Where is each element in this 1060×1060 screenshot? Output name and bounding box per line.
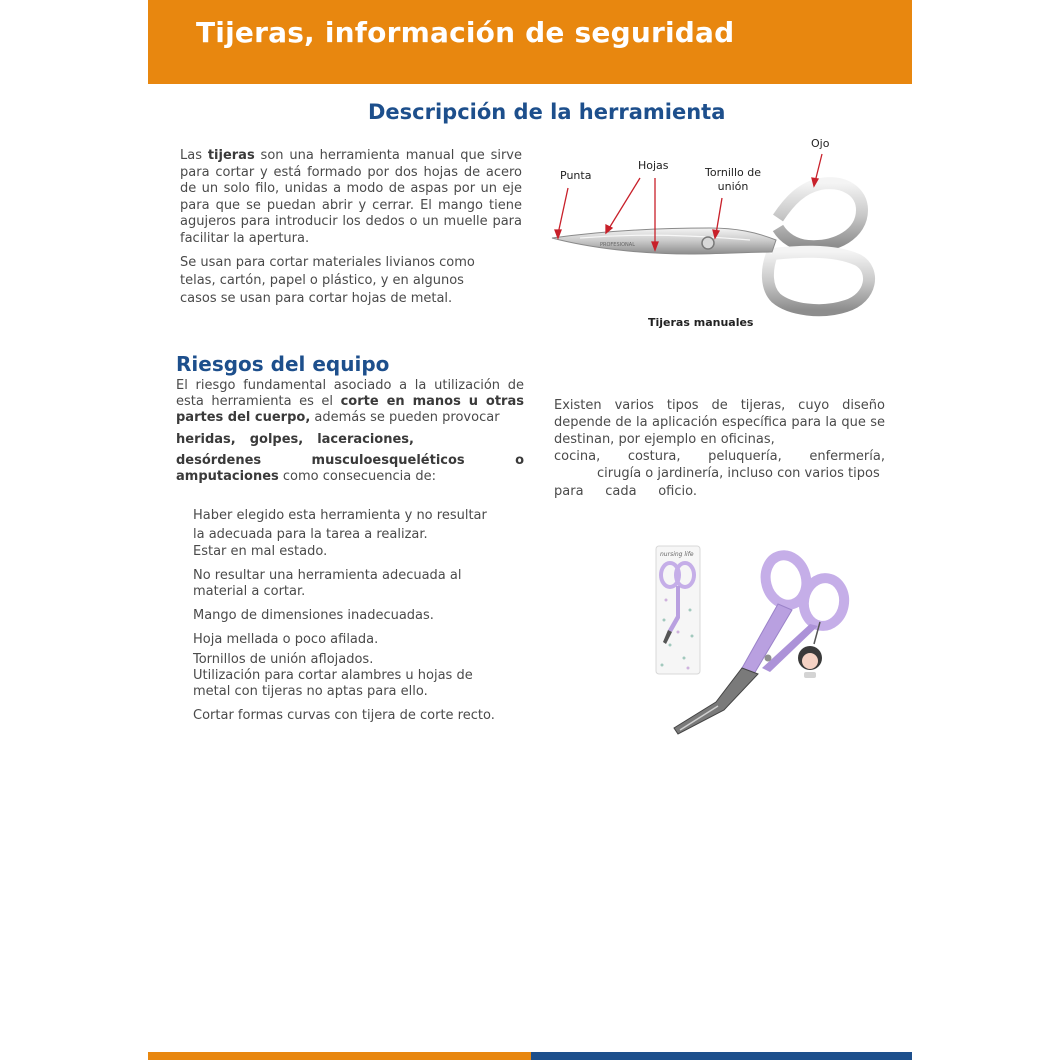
- footer-bar-orange: [148, 1052, 531, 1060]
- list-item: Tornillos de unión aflojados.: [193, 652, 374, 667]
- types-paragraph: [554, 397, 885, 500]
- bold-word: heridas,: [176, 432, 236, 447]
- pivot-screw: [702, 237, 714, 249]
- package-card: [656, 546, 700, 674]
- intro-text-post: son una herramienta manual que sirve para cortar y está formado por dos hojas de acero de un solo filo, unidas a modo de aspas por un eje para que se puedan abrir y cerrar. El mango tiene agujeros para introducir los dedos o un muelle para facilitar la apertura.: [180, 148, 522, 246]
- risks-bold-row: [176, 431, 414, 449]
- header-banner: [148, 0, 912, 84]
- bold-word: musculoesqueléticos: [311, 453, 465, 468]
- list-item: metal con tijeras no aptas para ello.: [193, 684, 428, 699]
- list-item: Estar en mal estado.: [193, 544, 328, 559]
- label-tornillo-line2: unión: [717, 180, 749, 193]
- risks-consequence: [176, 469, 524, 485]
- types-word: cocina,: [554, 449, 601, 464]
- package-label: nursing life: [660, 551, 694, 558]
- bold-word: laceraciones,: [317, 432, 414, 447]
- risks-intro-post: además se pueden provocar: [310, 410, 500, 425]
- list-item: Haber elegido esta herramienta y no resultar: [193, 508, 487, 523]
- risks-paragraph: [176, 378, 524, 485]
- risks-intro-pre: El riesgo fundamental asociado a la utilización de esta herramienta es el: [176, 378, 524, 409]
- label-tornillo: [704, 166, 762, 194]
- uses-line: Se usan para cortar materiales livianos como: [180, 255, 475, 270]
- scissors-figure: [540, 130, 890, 330]
- label-punta: Punta: [560, 169, 592, 182]
- nursing-scissors-figure: [650, 540, 870, 750]
- risks-bold-phrase: corte en manos u otras partes del cuerpo,: [176, 394, 524, 425]
- list-item: material a cortar.: [193, 584, 306, 599]
- figure-caption: Tijeras manuales: [648, 316, 754, 329]
- types-word: enfermería,: [809, 449, 885, 464]
- bold-word: amputaciones: [176, 469, 279, 484]
- list-item: Cortar formas curvas con tijera de corte recto.: [193, 708, 495, 723]
- risks-intro: [176, 378, 524, 426]
- types-word: oficio.: [658, 484, 697, 499]
- list-item: la adecuada para la tarea a realizar.: [193, 527, 428, 542]
- types-word: costura,: [627, 449, 681, 464]
- description-heading: Descripción de la herramienta: [368, 100, 726, 124]
- bold-word: golpes,: [249, 432, 304, 447]
- bold-word: o: [515, 453, 524, 468]
- intro-bold-word: tijeras: [207, 148, 255, 163]
- lower-handle-ring: [768, 252, 869, 310]
- intro-paragraph: [180, 148, 522, 247]
- uses-line: casos se usan para cortar hojas de metal.: [180, 291, 453, 306]
- types-word: peluquería,: [708, 449, 782, 464]
- label-hojas: Hojas: [638, 159, 669, 172]
- uses-line: telas, cartón, papel o plástico, y en algunos: [180, 273, 464, 288]
- types-word: para: [554, 484, 584, 499]
- nursing-scissors-illustration: [650, 540, 870, 750]
- list-item: Mango de dimensiones inadecuadas.: [193, 608, 434, 623]
- intro-text-pre: Las: [180, 148, 208, 163]
- uses-paragraph: [180, 254, 510, 308]
- types-intro: Existen varios tipos de tijeras, cuyo diseño depende de la aplicación específica para la que se destinan, por ejemplo en oficinas,: [554, 398, 885, 447]
- risks-bold-row2: [176, 453, 524, 469]
- risk-causes-list: [193, 506, 523, 724]
- blades: [552, 228, 776, 254]
- label-tornillo-line1: Tornillo de: [704, 166, 762, 179]
- bold-word: desórdenes: [176, 453, 262, 468]
- upper-handle-ring: [778, 183, 862, 246]
- scissors-illustration: [540, 130, 890, 330]
- brand-mark: PROFESIONAL: [600, 242, 635, 248]
- list-item: Hoja mellada o poco afilada.: [193, 632, 379, 647]
- footer-bar-blue: [531, 1052, 912, 1060]
- types-word: cada: [605, 484, 637, 499]
- types-last-row: [554, 483, 697, 500]
- types-row: [554, 448, 885, 465]
- list-item: No resultar una herramienta adecuada al: [193, 568, 462, 583]
- page-title: Tijeras, información de seguridad: [196, 16, 735, 49]
- label-ojo: Ojo: [811, 137, 830, 150]
- consequence-text: como consecuencia de:: [278, 469, 436, 484]
- types-line: cirugía o jardinería, incluso con varios tipos: [597, 466, 880, 481]
- risks-heading: Riesgos del equipo: [176, 352, 390, 376]
- list-item: Utilización para cortar alambres u hojas de: [193, 668, 473, 683]
